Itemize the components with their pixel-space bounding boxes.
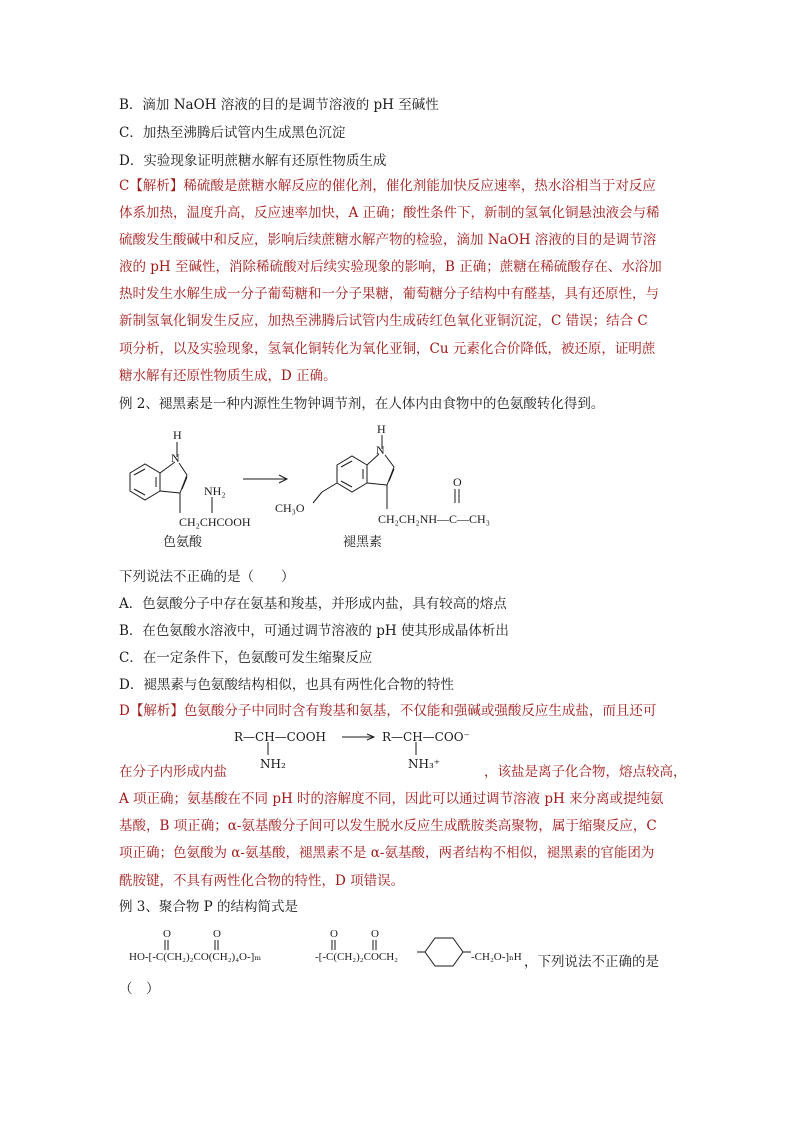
- polymer-o-label: O: [163, 928, 171, 940]
- q3-title: 例 3、聚合物 P 的结构简式是: [119, 899, 299, 915]
- struct-h-right: H: [377, 425, 386, 436]
- struct-side-chain-left: CH₂CHCOOH: [179, 515, 251, 529]
- q2-analysis-rest: 基酸，B 项正确；α-氨基酸分子间可以发生脱水反应生成酰胺类高聚物，属于缩聚反应，C: [119, 818, 657, 834]
- eq-right: R—CH—COO⁻: [382, 730, 470, 744]
- q2-analysis-rest: 项正确；色氨酸为 α-氨基酸，褪黑素不是 α-氨基酸，两者结构不相似，褪黑素的官能团为: [119, 845, 655, 861]
- q1-analysis-line: 糖水解有还原性物质生成，D 正确。: [119, 368, 337, 384]
- q2-analysis-rest: 酰胺键，不具有两性化合物的特性，D 项错误。: [119, 873, 405, 889]
- q1-analysis-line: 项分析，以及实验现象，氢氧化铜转化为氧化亚铜，Cu 元素化合价降低，被还原，证明蔗: [119, 341, 656, 357]
- struct-h-left: H: [173, 428, 182, 442]
- polymer-right-unit: -[-C(CH₂)₂COCH₂: [315, 951, 398, 963]
- polymer-p-formula: [125, 920, 525, 980]
- eq-left: R—CH—COOH: [234, 730, 327, 744]
- q2-option-a: A．色氨酸分子中存在氨基和羧基，并形成内盐，具有较高的熔点: [119, 596, 507, 612]
- struct-ch3o: CH₃O: [275, 501, 305, 515]
- q1-analysis-line: 热时发生水解生成一分子葡萄糖和一分子果糖，葡萄糖分子结构中有醛基，具有还原性，与: [119, 286, 659, 302]
- q1-option-c: C．加热至沸腾后试管内生成黑色沉淀: [119, 125, 346, 141]
- q2-analysis-rest: A 项正确；氨基酸在不同 pH 时的溶解度不同，因此可以通过调节溶液 pH 来分离或提纯氨: [119, 791, 664, 807]
- tryptophan-melatonin-scheme: [115, 425, 515, 560]
- polymer-o-label: O: [213, 928, 221, 940]
- polymer-left-unit: HO-[-C(CH₂)₂CO(CH₂)₄O-]ₘ: [129, 951, 262, 963]
- struct-side-chain-right: CH₂CH₂NH—C—CH₃: [378, 512, 490, 526]
- polymer-tail: -CH₂O-]ₙH: [471, 951, 522, 963]
- struct-o: O: [453, 475, 462, 489]
- q2-option-b: B．在色氨酸水溶液中，可通过调节溶液的 pH 使其形成晶体析出: [119, 623, 509, 639]
- q2-analysis-line2-suffix: ，该盐是离子化合物，熔点较高，: [484, 764, 687, 780]
- q2-title: 例 2、褪黑素是一种内源性生物钟调节剂，在人体内由食物中的色氨酸转化得到。: [119, 396, 605, 412]
- struct-n-right: N: [376, 443, 385, 457]
- label-tryptophan: 色氨酸: [163, 534, 203, 549]
- q1-analysis-line: 新制氢氧化铜发生反应，加热至沸腾后试管内生成砖红色氧化亚铜沉淀，C 错误；结合 C: [119, 313, 648, 329]
- q3-answer-paren: （ ）: [119, 981, 160, 997]
- q2-option-c: C．在一定条件下，色氨酸可发生缩聚反应: [119, 650, 373, 666]
- label-melatonin: 褪黑素: [343, 534, 383, 549]
- q1-option-d: D．实验现象证明蔗糖水解有还原性物质生成: [119, 153, 387, 169]
- struct-n-left: N: [171, 451, 180, 465]
- polymer-o-label: O: [330, 928, 338, 940]
- eq-nh2: NH₂: [260, 757, 286, 771]
- q1-analysis-line: 液的 pH 至碱性，消除稀硫酸对后续实验现象的影响，B 正确；蔗糖在稀硫酸存在、水浴加: [119, 259, 662, 275]
- q1-analysis-line: C【解析】稀硫酸是蔗糖水解反应的催化剂，催化剂能加快反应速率，热水浴相当于对反应: [119, 178, 656, 194]
- q2-analysis-line2-prefix: 在分子内形成内盐: [119, 764, 227, 780]
- q2-option-d: D．褪黑素与色氨酸结构相似，也具有两性化合物的特性: [119, 677, 454, 693]
- q1-option-b: B．滴加 NaOH 溶液的目的是调节溶液的 pH 至碱性: [119, 97, 439, 113]
- q2-analysis-line: D【解析】色氨酸分子中同时含有羧基和氨基，不仅能和强碱或强酸反应生成盐，而且还可: [119, 703, 657, 719]
- q1-analysis-line: 硫酸发生酸碱中和反应，影响后续蔗糖水解产物的检验，滴加 NaOH 溶液的目的是调节溶: [119, 232, 657, 248]
- q2-question: 下列说法不正确的是（ ）: [119, 569, 295, 585]
- polymer-o-label: O: [371, 928, 379, 940]
- q3-question-suffix: ，下列说法不正确的是: [524, 954, 659, 970]
- eq-nh3: NH₃⁺: [408, 757, 441, 771]
- struct-nh2: NH₂: [204, 484, 226, 498]
- q1-analysis-line: 体系加热，温度升高，反应速率加快，A 正确；酸性条件下，新制的氢氧化铜悬浊液会与稀: [119, 205, 660, 221]
- inner-salt-equation: [230, 723, 490, 775]
